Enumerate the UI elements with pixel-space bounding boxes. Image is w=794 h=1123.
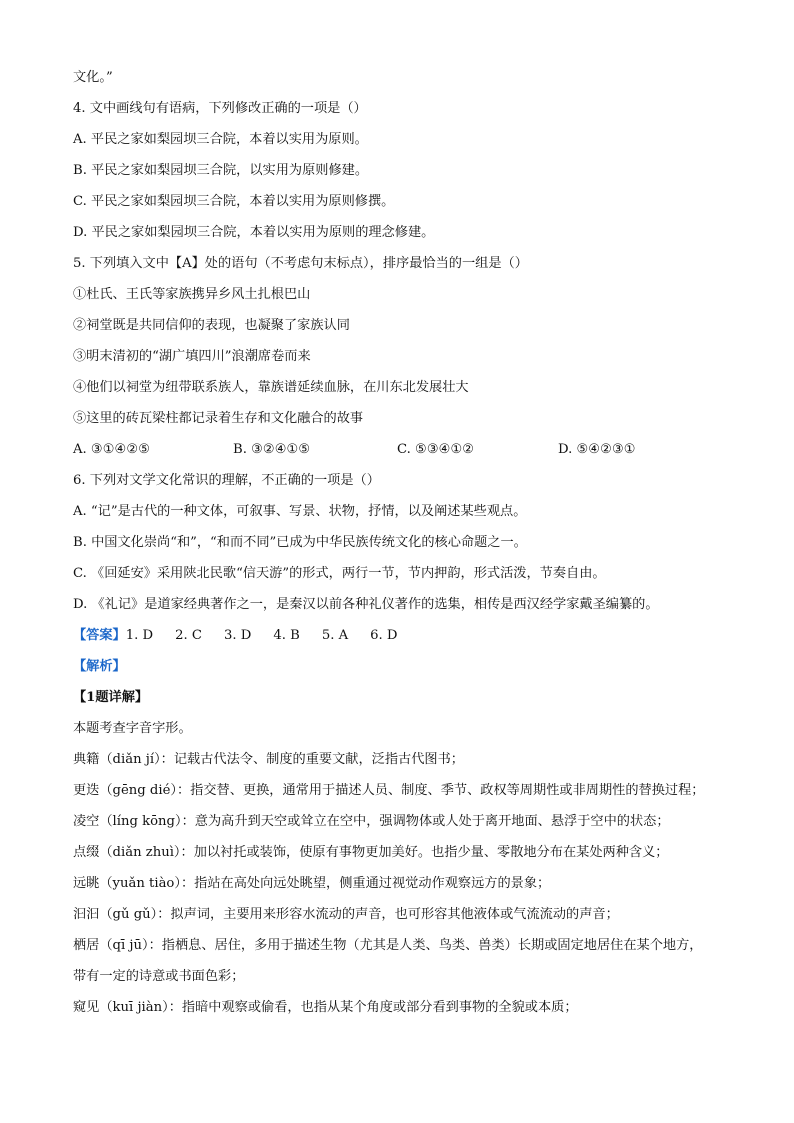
question-6-option-d: D. 《礼记》是道家经典著作之一，是秦汉以前各种礼仪著作的选集，相传是西汉经学家戴圣编纂的。 — [73, 597, 659, 612]
document-page — [73, 62, 733, 1023]
question-5-option-c: C. ⑤③④①② — [397, 442, 475, 457]
question-5-sentence-4: ④他们以祠堂为纽带联系族人，靠族谱延续血脉，在川东北发展壮大 — [73, 380, 469, 395]
question-4-option-d: D. 平民之家如梨园坝三合院，本着以实用为原则的理念修建。 — [73, 225, 435, 240]
word-entry: 栖居（qī jū）：指栖息、居住，多用于描述生物（尤其是人类、鸟类、兽类）长期或固定地居住在某个地方， — [73, 938, 703, 953]
question-5-options — [73, 434, 733, 465]
analysis-heading — [73, 651, 733, 682]
question-4-stem: 4. 文中画线句有语病，下列修改正确的一项是（） — [73, 101, 367, 116]
detail-heading — [73, 682, 733, 713]
question-5-sentence-3: ③明末清初的“湖广填四川”浪潮席卷而来 — [73, 349, 311, 364]
word-entry: 点缀（diǎn zhuì）：加以衬托或装饰，使原有事物更加美好。也指少量、零散地分布在某处两种含义； — [73, 845, 669, 860]
word-entry: 典籍（diǎn jí）：记载古代法令、制度的重要文献，泛指古代图书； — [73, 752, 464, 767]
answer-item: 2. C — [175, 628, 202, 643]
answer-item: 3. D — [223, 628, 252, 643]
question-4-option-b: B. 平民之家如梨园坝三合院，以实用为原则修建。 — [73, 163, 369, 178]
question-5-option-d: D. ⑤④②③① — [558, 442, 636, 457]
word-entry: 凌空（líng kōng）：意为高升到天空或耸立在空中，强调物体或人处于离开地面、悬浮于空中的状态； — [73, 814, 670, 829]
analysis-label: 【解析】 — [73, 659, 126, 674]
question-5-option-b: B. ③②④①⑤ — [233, 442, 311, 457]
question-5-sentence-2: ②祠堂既是共同信仰的表现，也凝聚了家族认同 — [73, 318, 350, 333]
answer-item: 5. A — [321, 628, 349, 643]
answer-item: 4. B — [273, 628, 300, 643]
detail-label: 【1题详解】 — [73, 690, 149, 705]
answer-line — [73, 620, 733, 651]
word-entry: 汩汩（gǔ gǔ）：拟声词，主要用来形容水流动的声音，也可形容其他液体或气流流动的声音； — [73, 907, 619, 922]
text-line: 文化。” — [73, 70, 113, 85]
question-5-sentence-1: ①杜氏、王氏等家族携异乡风土扎根巴山 — [73, 287, 311, 302]
word-entry: 更迭（gēng dié）：指交替、更换，通常用于描述人员、制度、季节、政权等周期性或非周期性的替换过程； — [73, 783, 705, 798]
question-6-stem: 6. 下列对文学文化常识的理解，不正确的一项是（） — [73, 473, 380, 488]
question-6-option-c: C. 《回延安》采用陕北民歌“信天游”的形式，两行一节，节内押韵，形式活泼，节奏自由。 — [73, 566, 606, 581]
question-4-option-a: A. 平民之家如梨园坝三合院，本着以实用为原则。 — [73, 132, 368, 147]
word-entry: 远眺（yuǎn tiào）：指站在高处向远处眺望，侧重通过视觉动作观察远方的景象； — [73, 876, 551, 891]
analysis-intro: 本题考查字音字形。 — [73, 721, 192, 736]
answer-item: 1. D — [125, 628, 154, 643]
question-4-option-c: C. 平民之家如梨园坝三合院，本着以实用为原则修撰。 — [73, 194, 395, 209]
question-6-option-a: A. “记”是古代的一种文体，可叙事、写景、状物，抒情，以及阐述某些观点。 — [73, 504, 527, 519]
question-5-option-a: A. ③①④②⑤ — [73, 442, 151, 457]
question-5-sentence-5: ⑤这里的砖瓦梁柱都记录着生存和文化融合的故事 — [73, 411, 364, 426]
question-6-option-b: B. 中国文化崇尚“和”，“和而不同”已成为中华民族传统文化的核心命题之一。 — [73, 535, 527, 550]
word-entry: 窥见（kuī jiàn）：指暗中观察或偷看，也指从某个角度或部分看到事物的全貌或本质； — [73, 1000, 578, 1015]
answer-item: 6. D — [370, 628, 398, 643]
question-5-stem: 5. 下列填入文中【A】处的语句（不考虑句末标点），排序最恰当的一组是（） — [73, 256, 528, 271]
word-entry-continuation: 带有一定的诗意或书面色彩； — [73, 969, 245, 984]
answer-label: 【答案】 — [73, 628, 126, 643]
